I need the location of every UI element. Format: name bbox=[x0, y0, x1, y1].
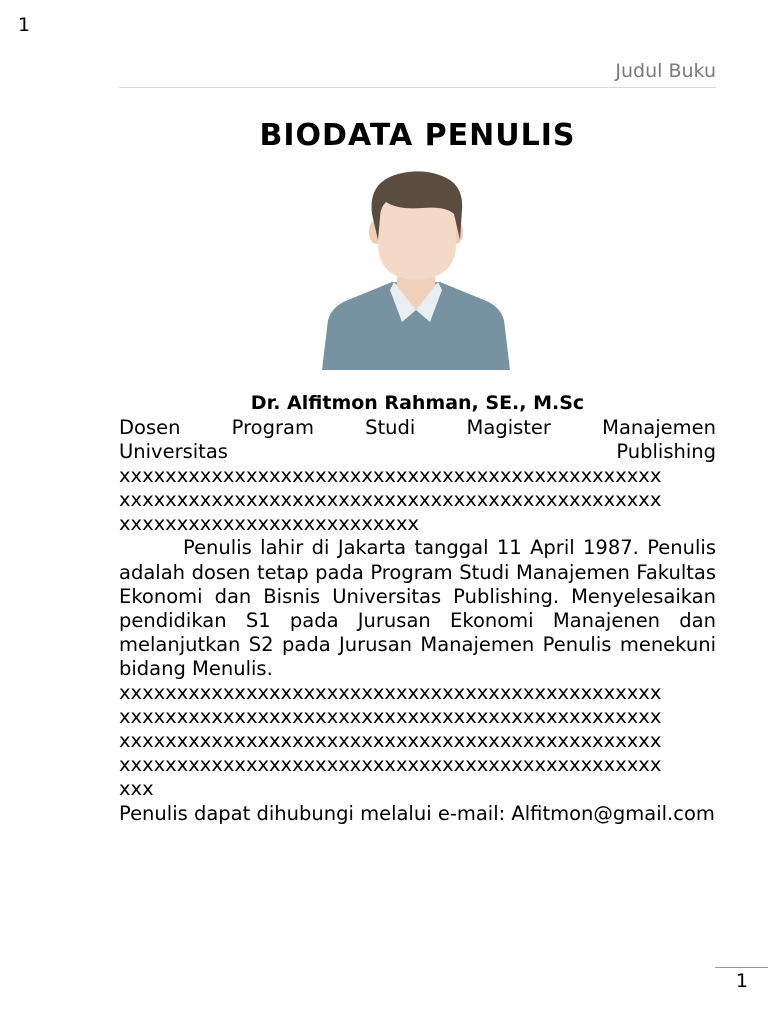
affiliation-line: Universitas Publishing bbox=[119, 440, 716, 464]
running-head-title: Judul Buku bbox=[615, 60, 716, 82]
affiliation-line: Dosen Program Studi Magister Manajemen bbox=[119, 416, 716, 439]
biography-body bbox=[119, 416, 716, 826]
biography-paragraph: Penulis lahir di Jakarta tanggal 11 April 1987. Penulis adalah dosen tetap pada Program Studi Manajemen Fakultas Ekonomi dan Bisnis Universitas Publishing. Menyelesaikan pendidikan S1 pada Jurusan Ekonomi Manajenen dan melanjutkan S2 pada Jurusan Manajemen Penulis menekuni bidang Menulis. bbox=[119, 536, 716, 680]
placeholder-line: xxx bbox=[119, 777, 154, 801]
user-avatar-icon bbox=[318, 170, 514, 370]
placeholder-line: xxxxxxxxxxxxxxxxxxxxxxxxxxxxxxxxxxxxxxxxxxxxxxx bbox=[119, 464, 662, 488]
author-name: Dr. Alfitmon Rahman, SE., M.Sc bbox=[250, 392, 585, 414]
placeholder-line: xxxxxxxxxxxxxxxxxxxxxxxxxxxxxxxxxxxxxxxxxxxxxxx bbox=[119, 753, 662, 777]
contact-info: Penulis dapat dihubungi melalui e-mail: Alfitmon@gmail.com bbox=[119, 801, 715, 825]
placeholder-line: xxxxxxxxxxxxxxxxxxxxxxxxxx bbox=[119, 512, 420, 536]
placeholder-line: xxxxxxxxxxxxxxxxxxxxxxxxxxxxxxxxxxxxxxxxxxxxxxx bbox=[119, 681, 662, 705]
page-number-bottom: 1 bbox=[735, 970, 748, 992]
page-number-top: 1 bbox=[18, 14, 31, 36]
placeholder-line: xxxxxxxxxxxxxxxxxxxxxxxxxxxxxxxxxxxxxxxxxxxxxxx bbox=[119, 729, 662, 753]
footer-divider bbox=[715, 967, 768, 968]
placeholder-line: xxxxxxxxxxxxxxxxxxxxxxxxxxxxxxxxxxxxxxxxxxxxxxx bbox=[119, 705, 662, 729]
placeholder-line: xxxxxxxxxxxxxxxxxxxxxxxxxxxxxxxxxxxxxxxxxxxxxxx bbox=[119, 488, 662, 512]
page-title: BIODATA PENULIS bbox=[259, 118, 576, 153]
header-divider bbox=[119, 87, 716, 88]
